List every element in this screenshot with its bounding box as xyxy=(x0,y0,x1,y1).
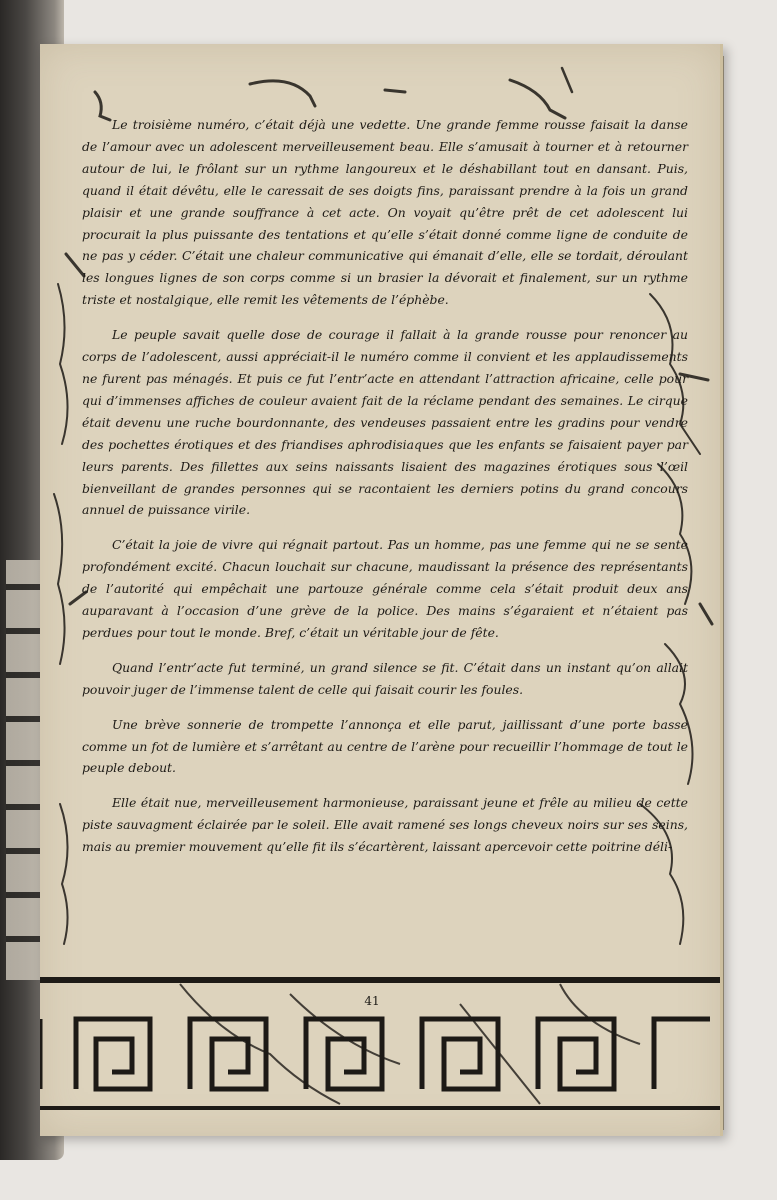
book-page xyxy=(40,44,723,1136)
paragraph: Elle était nue, merveilleusement harmonieuse, paraissant jeune et frêle au milieu de cette piste sauvagment éclairée par le soleil. Elle avait ramené ses longs cheveux noirs sur ses seins, mais au premier mouvement qu’elle fit ils s’écartèrent, laissant apercevoir cette poitrine déli- xyxy=(82,795,688,855)
body-text xyxy=(82,114,688,871)
paragraph: Le peuple savait quelle dose de courage il fallait à la grande rousse pour renoncer au corps de l’adolescent, aussi appréciait-il le numéro comme il convient et les applaudissements ne furent pas ménagés. Et puis ce fut l’entr’acte en attendant l’attraction africaine, celle pour qui d’immenses affiches de couleur avaient fait de la réclame pendant des semaines. Le cirque était devenu une ruche bourdonnante, des vendeuses passaient entre les gradins pour vendre des pochettes érotiques et des friandises aphrodisiaques que les enfants se faisaient payer par leurs parents. Des fillettes aux seins naissants lisaient des magazines érotiques sous l’œil bienveillant de grandes personnes qui se racontaient les derniers potins du grand concours annuel de puissance virile. xyxy=(82,327,688,518)
page-number: 41 xyxy=(364,994,380,1008)
paragraph: Quand l’entr’acte fut terminé, un grand silence se fit. C’était dans un instant qu’on allait pouvoir juger de l’immense talent de celle qui faisait courir les foules. xyxy=(82,659,688,697)
paragraph: Une brève sonnerie de trompette l’annonça et elle parut, jaillissant d’une porte basse comme un fot de lumière et s’arrêtant au centre de l’arène pour recueillir l’hommage de tout le peuple debout. xyxy=(82,716,688,776)
paragraph: C’était la joie de vivre qui régnait partout. Pas un homme, pas une femme qui ne se sente profondément excité. Chacun louchait sur chacune, maudissant la présence des représentants de l’autorité qui empêchait une partouze générale comme cela s’était produit deux ans auparavant à l’occasion d’une grève de la police. Des mains s’égaraient et n’étaient pas perdues pour tout le monde. Bref, c’était un véritable jour de fête. xyxy=(82,537,688,640)
paragraph: Le troisième numéro, c’était déjà une vedette. Une grande femme rousse faisait la danse de l’amour avec un adolescent merveilleusement beau. Elle s’amusait à tourner et à retourner autour de lui, le frôlant sur un rythme langoureux et le déshabillant tout en dansant. Puis, quand il était dévêtu, elle le caressait de ses doigts fins, paraissant prendre à la fois un grand plaisir et une grande souffrance à cet acte. On voyait qu’être prêt de cet adolescent lui procurait la plus puissante des tentations et qu’elle s’était donné comme ligne de conduite de ne pas y céder. C’était une chaleur communicative qui émanait d’elle, elle se tordait, déroulant les longues lignes de son corps comme si un brasier la dévorait et finalement, sur un rythme triste et nostalgique, elle remit les vêtements de l’éphèbe. xyxy=(82,117,688,308)
